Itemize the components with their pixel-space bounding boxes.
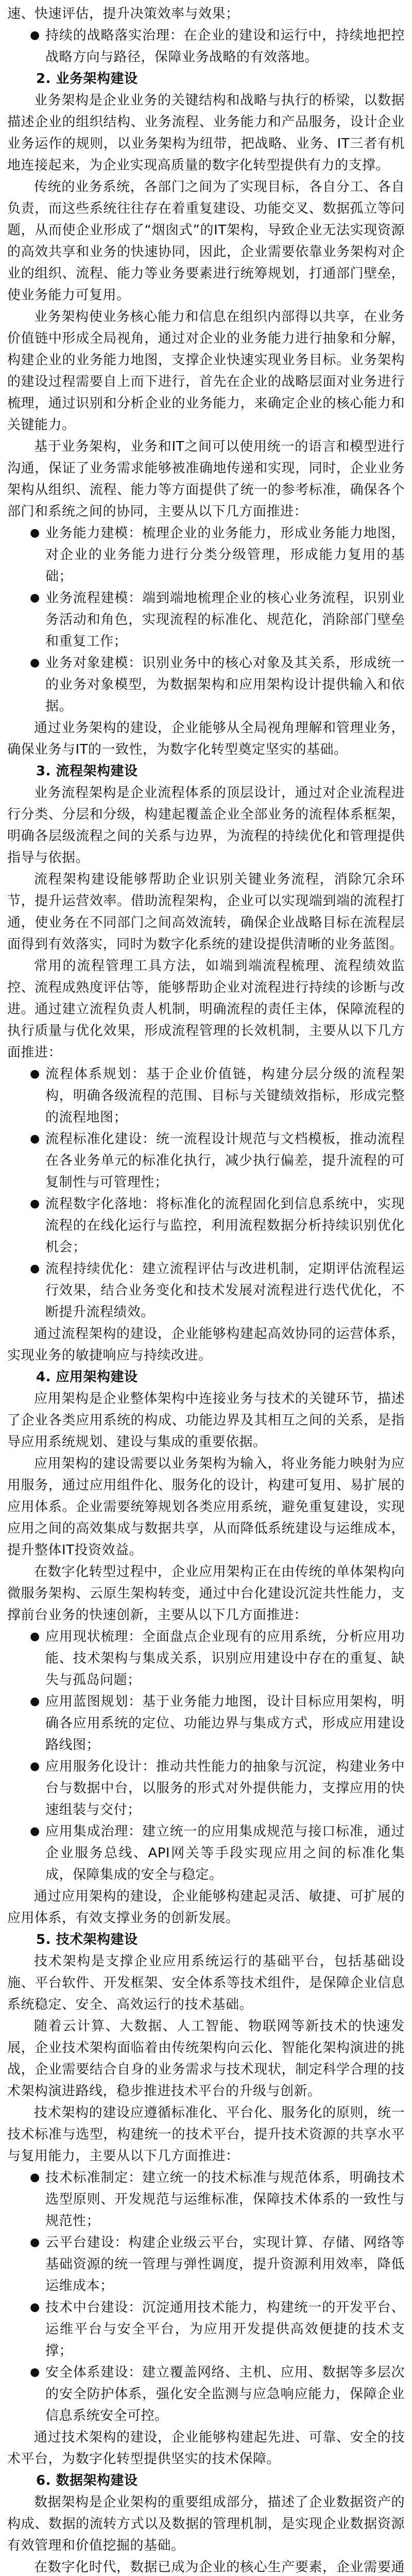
paragraph: 技术架构是支撑企业应用系统运行的基础平台，包括基础设施、平台软件、开发框架、安全体系等技术组件，是保障企业信息系统稳定、安全、高效运行的技术基础。: [7, 1954, 405, 2012]
paragraph: 通过业务架构的建设，企业能够从全局视角理解和管理业务，确保业务与IT的一致性，为数字化转型奠定坚实的基础。: [7, 720, 405, 757]
bullet-dot-icon: ●: [30, 527, 40, 539]
paragraph: 通过技术架构的建设，企业能够构建起先进、可靠、安全的技术平台，为数字化转型提供坚实的技术保障。: [7, 2430, 405, 2467]
list-item: ● 持续的战略落实治理：在企业的建设和运行中，持续地把控战略方向与路径，保障业务战略的有效落地。: [7, 25, 405, 68]
bullet-dot-icon: ●: [30, 1760, 40, 1773]
bullet-dot-icon: ●: [30, 1630, 40, 1643]
paragraph: 通过流程架构的建设，企业能够构建起高效协同的运营体系，实现业务的敏捷响应与持续改进。: [7, 1326, 405, 1363]
paragraph: 常用的流程管理工具方法，如端到端流程梳理、流程绩效监控、流程成熟度评估等，能够帮助企业对流程进行持续的诊断与改进。通过建立流程负责人机制，明确流程的责任主体，保障流程的执行质量与优化效果，形成流程管理的长效机制，主要从以下几方面推进：: [7, 958, 405, 1060]
list-item: ● 技术中台建设：沉淀通用技术能力，构建统一的开发平台、运维平台与安全平台，为应用开发提供高效便捷的技术支撑；: [7, 2297, 405, 2362]
bullet-dot-icon: ●: [30, 656, 40, 669]
paragraph: 业务架构是企业业务的关键结构和战略与执行的桥梁，以数据描述企业的组织结构、业务流程、业务能力和产品服务，设计企业业务运作的规则，以业务架构为纽带，把战略、业务、IT三者有机地连接起来，为企业实现高质量的数字化转型提供有力的支撑。: [7, 93, 405, 173]
intro-text: 速、快速评估，提升决策效率与效果；: [7, 6, 239, 22]
list-item: ● 云平台建设：构建企业级云平台，实现计算、存储、网络等基础资源的统一管理与弹性调度，提升资源利用效率，降低运维成本；: [7, 2232, 405, 2297]
list-item: ● 流程标准化建设：统一流程设计规范与文档模板，推动流程在各业务单元的标准化执行，减少执行偏差，提升流程的可复制性与可管理性；: [7, 1128, 405, 1193]
list-item: ● 技术标准制定：建立统一的技术标准与规范体系，明确技术选型原则、开发规范与运维标准，保障技术体系的一致性与规范性；: [7, 2167, 405, 2232]
paragraph: 通过应用架构的建设，企业能够构建起灵活、敏捷、可扩展的应用体系，有效支撑业务的创新发展。: [7, 1889, 405, 1926]
section-heading: 2. 业务架构建设: [36, 71, 138, 87]
bullet-dot-icon: ●: [30, 2236, 40, 2249]
bullet-dot-icon: ●: [30, 2366, 40, 2379]
paragraph: 传统的业务系统，各部门之间为了实现目标，各自分工、各自负责，而这些系统往往存在着重复建设、功能交叉、数据孤立等问题，从而使企业形成了“烟囱式”的IT架构，导致企业无法实现资源的高效共享和业务的快速协同，因此，企业需要依靠业务架构对企业的组织、流程、能力等业务要素进行统筹规划，打通部门壁垒，使业务能力可复用。: [7, 179, 405, 303]
list-item: ● 流程数字化落地：将标准化的流程固化到信息系统中，实现流程的在线化运行与监控，利用流程数据分析持续识别优化机会；: [7, 1193, 405, 1258]
list-item: ● 安全体系建设：建立覆盖网络、主机、应用、数据等多层次的安全防护体系，强化安全监测与应急响应能力，保障企业信息系统安全可控。: [7, 2362, 405, 2427]
bullet-dot-icon: ●: [30, 1695, 40, 1708]
bullet-dot-icon: ●: [30, 1132, 40, 1145]
bullet-dot-icon: ●: [30, 1197, 40, 1210]
intro-bullet-list: [7, 25, 405, 68]
paragraph: 基于业务架构，业务和IT之间可以使用统一的语言和模型进行沟通，保证了业务需求能够被准确地传递和实现，同时，企业业务架构从组织、流程、能力等方面提供了统一的参考标准，确保各个部门和系统之间的协同，主要从以下几方面推进：: [7, 439, 405, 519]
section-heading: 4. 应用架构建设: [36, 1369, 138, 1385]
list-item: ● 应用服务化设计：推动共性能力的抽象与沉淀，构建业务中台与数据中台，以服务的形式对外提供能力，支撑应用的快速组装与交付；: [7, 1756, 405, 1821]
paragraph: 数据架构是企业架构的重要组成部分，描述了企业数据资产的构成、数据的流转方式以及数据的管理机制，是实现企业数据资源有效管理和价值挖掘的基础。: [7, 2495, 405, 2553]
section-application-architecture: [7, 1366, 405, 1929]
paragraph: 在数字化时代，数据已成为企业的核心生产要素，企业需要通: [34, 2560, 405, 2575]
list-item: ● 业务能力建模：梳理企业的业务能力，形成业务能力地图，对企业的业务能力进行分类分级管理，形成能力复用的基础；: [7, 522, 405, 587]
list-item: ● 应用现状梳理：全面盘点企业现有的应用系统，分析应用功能、技术架构与集成关系，识别应用建设中存在的重复、缺失与孤岛问题；: [7, 1626, 405, 1691]
section-business-architecture: [7, 68, 405, 760]
paragraph: 在数字化转型过程中，企业应用架构正在由传统的单体架构向微服务架构、云原生架构转变，通过中台化建设沉淀共性能力，支撑前台业务的快速创新，主要从以下几方面推进：: [7, 1564, 405, 1623]
paragraph: 应用架构是企业整体架构中连接业务与技术的关键环节，描述了企业各类应用系统的构成、功能边界及其相互之间的关系，是指导应用系统规划、建设与集成的重要依据。: [7, 1391, 405, 1450]
section-data-architecture: [7, 2470, 405, 2576]
bullet-dot-icon: ●: [30, 1825, 40, 1838]
paragraph: 应用架构的建设需要以业务架构为输入，将业务能力映射为应用服务，通过应用组件化、服务化的设计，构建可复用、易扩展的应用体系。企业需要统筹规划各类应用系统，避免重复建设，实现应用之间的高效集成与数据共享，从而降低系统建设与运维成本，提升整体IT投资效益。: [7, 1456, 405, 1558]
bullet-dot-icon: ●: [30, 2301, 40, 2314]
list-item: ● 流程持续优化：建立流程评估与改进机制，定期评估流程运行效果，结合业务变化和技术发展对流程进行迭代优化，不断提升流程绩效。: [7, 1258, 405, 1323]
list-item: ● 应用蓝图规划：基于业务能力地图，设计目标应用架构，明确各应用系统的定位、功能边界与集成方式，形成应用建设路线图；: [7, 1691, 405, 1756]
bullet-dot-icon: ●: [30, 2171, 40, 2184]
section-heading: 5. 技术架构建设: [36, 1932, 138, 1947]
list-item: ● 业务对象建模：识别业务中的核心对象及其关系，形成统一的业务对象模型，为数据架构和应用架构设计提供输入和依据。: [7, 652, 405, 717]
section-technology-architecture: [7, 1929, 405, 2470]
list-item: ● 业务流程建模：端到端地梳理企业的核心业务流程，识别业务活动和角色，实现流程的标准化、规范化，消除部门壁垒和重复工作；: [7, 587, 405, 652]
paragraph: 业务流程架构是企业流程体系的顶层设计，通过对企业流程进行分类、分层和分级，构建起覆盖企业全部业务的流程体系框架，明确各层级流程之间的关系与边界，为流程的持续优化和管理提供指导与依据。: [7, 785, 405, 866]
paragraph: 技术架构的建设应遵循标准化、平台化、服务化的原则，统一技术标准与选型，构建统一的技术平台，提升技术资源的共享水平与复用能力，主要从以下几方面推进：: [7, 2105, 405, 2164]
list-item: ● 应用集成治理：建立统一的应用集成规范与接口标准，通过企业服务总线、API网关等手段实现应用之间的标准化集成，保障集成的安全与稳定。: [7, 1821, 405, 1886]
section-heading: 3. 流程架构建设: [36, 764, 138, 779]
bullet-dot-icon: ●: [30, 1262, 40, 1275]
bullet-dot-icon: ●: [30, 29, 40, 42]
paragraph: 流程架构建设能够帮助企业识别关键业务流程，消除冗余环节，提升运营效率。借助流程架构，企业可以实现端到端的流程打通，使业务在不同部门之间高效流转，确保企业战略目标在流程层面得到有效落实，同时为数字化系统的建设提供清晰的业务蓝图。: [7, 872, 405, 952]
section-heading: 6. 数据架构建设: [36, 2473, 138, 2488]
section-process-architecture: [7, 760, 405, 1366]
paragraph: 业务架构使业务核心能力和信息在组织内部得以共享，在业务价值链中形成全局视角，通过对企业的业务能力进行抽象和分解，构建企业的业务能力地图，支撑企业快速实现业务目标。业务架构的建设过程需要自上而下进行，首先在企业的战略层面对业务进行梳理，通过识别和分析企业的业务能力，来确定企业的核心能力和关键能力。: [7, 309, 405, 433]
bullet-dot-icon: ●: [30, 1067, 40, 1080]
list-item: ● 流程体系规划：基于企业价值链，构建分层分级的流程架构，明确各级流程的范围、目标与关键绩效指标，形成完整的流程地图；: [7, 1063, 405, 1128]
paragraph: 随着云计算、大数据、人工智能、物联网等新技术的快速发展，企业技术架构面临着由传统架构向云化、智能化架构演进的挑战，企业需要结合自身的业务需求与技术现状，制定科学合理的技术架构演进路线，稳步推进技术平台的升级与创新。: [7, 2019, 405, 2099]
bullet-dot-icon: ●: [30, 591, 40, 604]
